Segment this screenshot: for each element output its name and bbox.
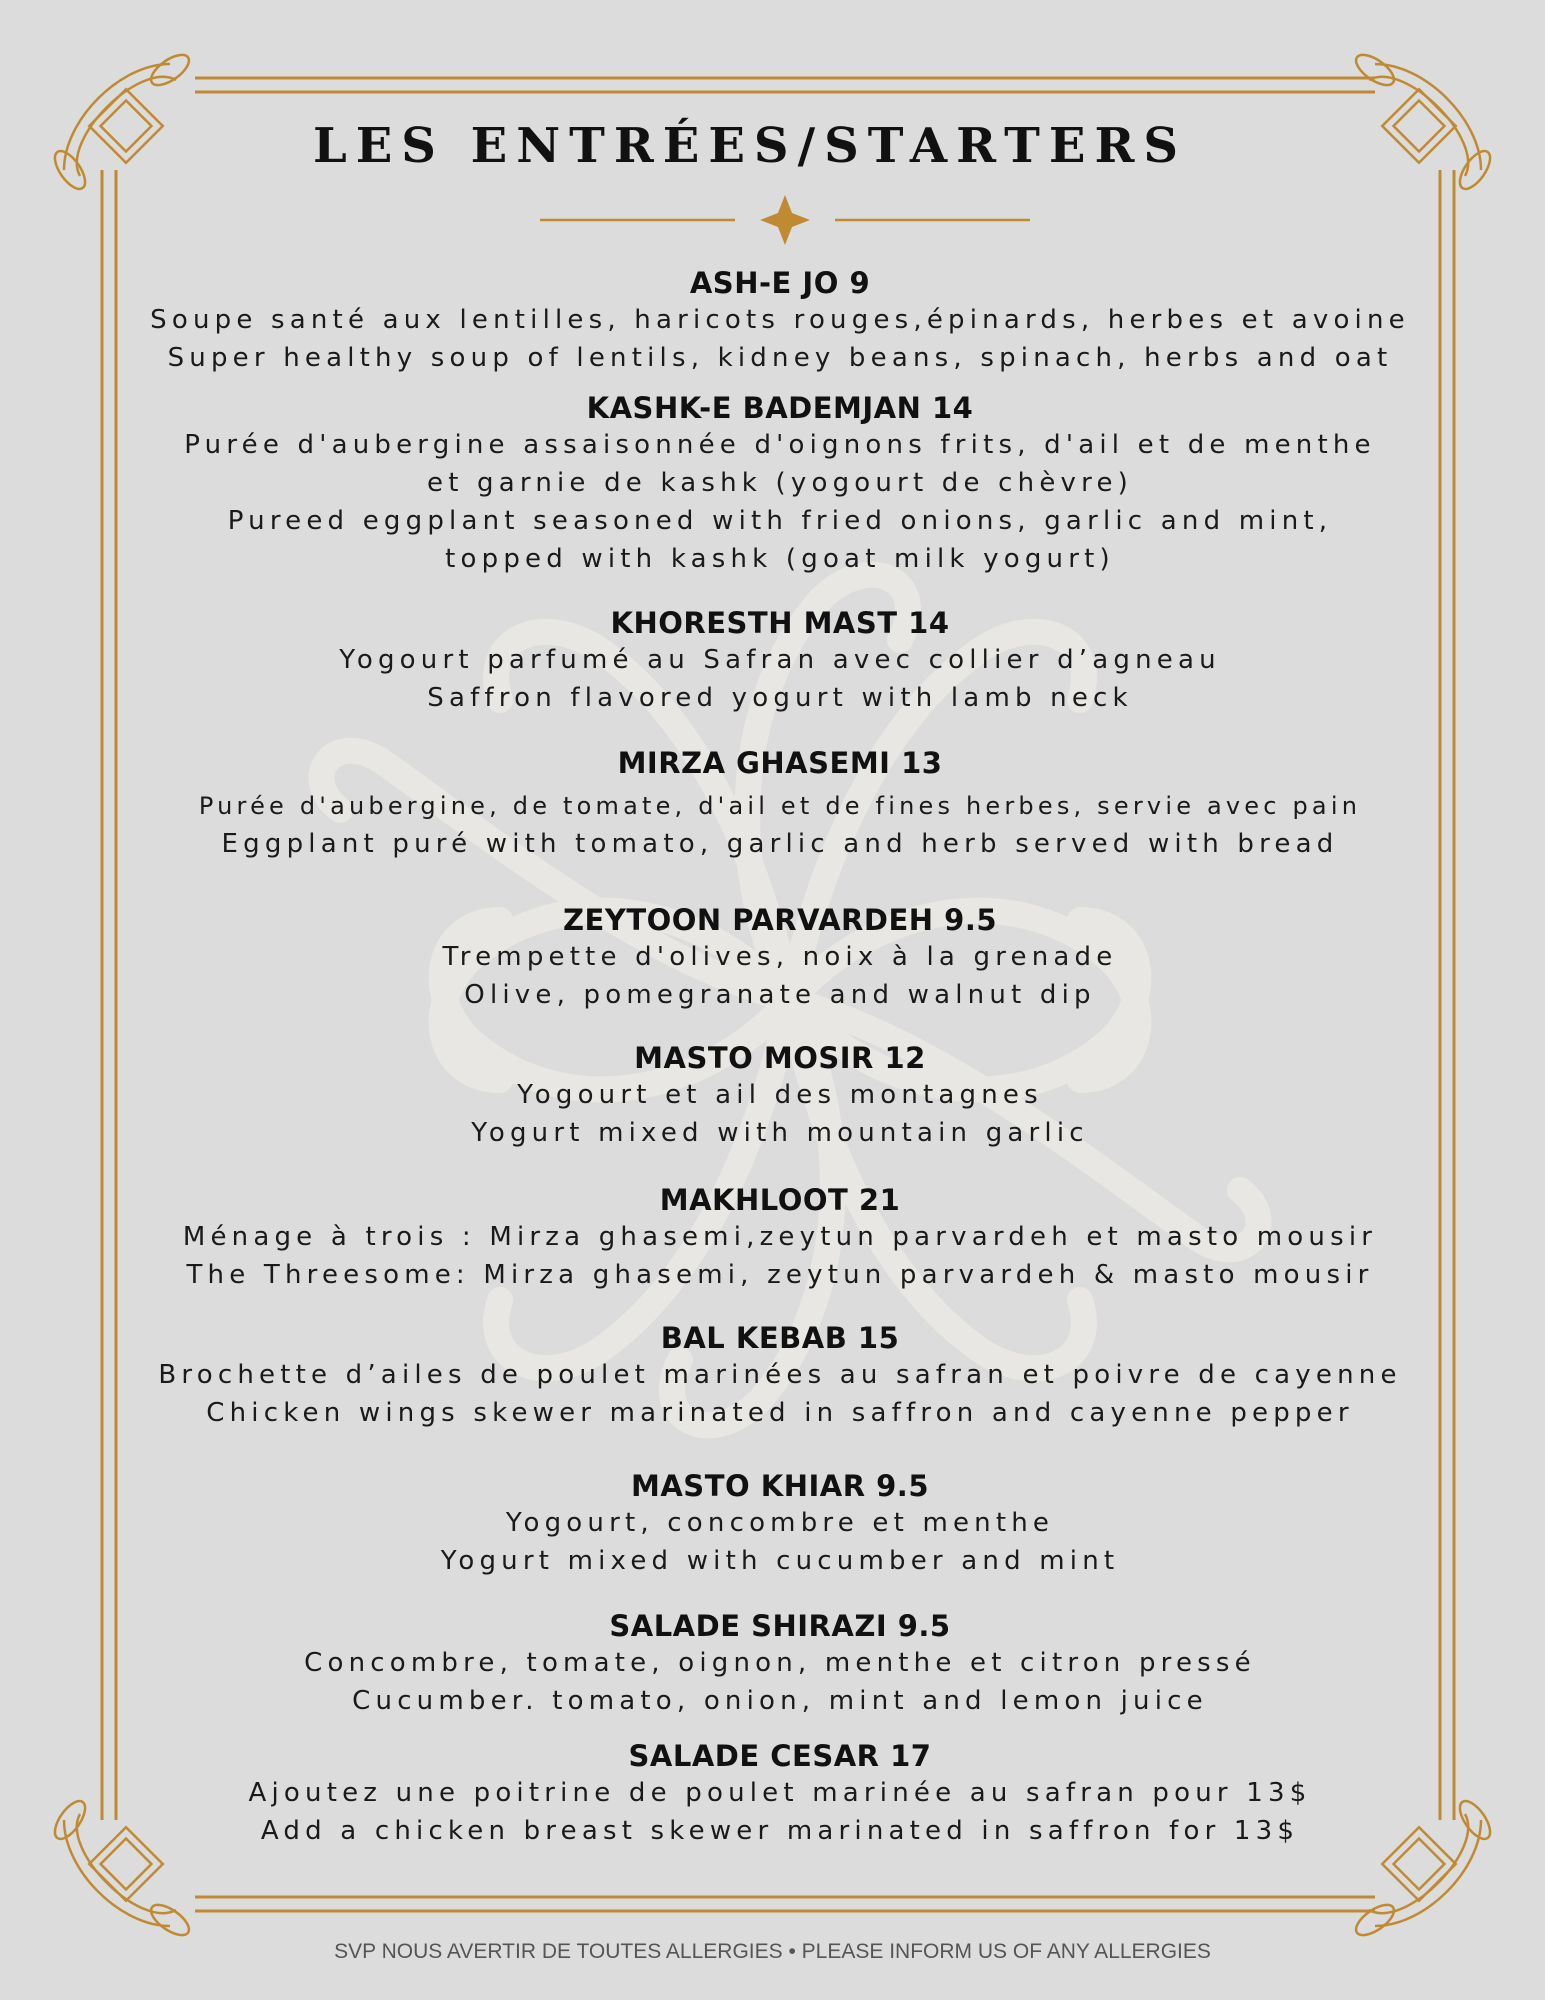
item-description-fr: Purée d'aubergine, de tomate, d'ail et de fines herbes, servie avec pain [198,792,1362,820]
item-description-en: The Threesome: Mirza ghasemi, zeytun parvardeh & masto mousir [186,1260,1374,1290]
item-description-fr: Trempette d'olives, noix à la grenade [442,942,1118,972]
item-description-en: Cucumber. tomato, onion, mint and lemon juice [352,1686,1208,1716]
menu-item [100,605,1460,717]
item-name: ZEYTOON PARVARDEH 9.5 [562,903,998,937]
item-description-fr: Purée d'aubergine assaisonnée d'oignons frits, d'ail et de menthe [184,430,1376,460]
item-name: MASTO KHIAR 9.5 [631,1469,929,1503]
item-name: SALADE CESAR 17 [628,1739,932,1773]
item-name: MIRZA GHASEMI 13 [617,746,943,780]
item-name: MASTO MOSIR 12 [634,1041,926,1075]
item-name: BAL KEBAB 15 [660,1321,900,1355]
page-title: LES ENTRÉES/STARTERS [312,118,1188,174]
item-description-en: Olive, pomegranate and walnut dip [464,980,1096,1010]
menu-item [100,1608,1460,1720]
item-description-en: Pureed eggplant seasoned with fried onions, garlic and mint, [227,506,1333,536]
item-name: MAKHLOOT 21 [659,1183,901,1217]
menu-item [100,390,1460,578]
star-icon [760,195,810,245]
item-name: SALADE SHIRAZI 9.5 [609,1609,951,1643]
item-description-fr: Yogourt et ail des montagnes [517,1080,1043,1110]
item-name: KASHK-E BADEMJAN 14 [586,391,974,425]
item-description-fr: Ménage à trois : Mirza ghasemi,zeytun parvardeh et masto mousir [182,1222,1378,1252]
item-description-en: Yogurt mixed with mountain garlic [471,1118,1089,1148]
item-description-fr: Concombre, tomate, oignon, menthe et citron pressé [304,1648,1256,1678]
item-description-en: Eggplant puré with tomato, garlic and herb served with bread [221,829,1339,859]
item-description-fr: et garnie de kashk (yogourt de chèvre) [427,468,1133,498]
item-description-en: Saffron flavored yogurt with lamb neck [427,683,1133,713]
menu-item [100,1320,1460,1432]
item-description-fr: Soupe santé aux lentilles, haricots rouges,épinards, herbes et avoine [150,305,1410,335]
menu-item [100,265,1460,377]
item-description-fr: Yogourt parfumé au Safran avec collier d’agneau [339,645,1221,675]
menu-item [100,745,1460,863]
item-description-fr: Brochette d’ailes de poulet marinées au safran et poivre de cayenne [158,1360,1402,1390]
item-name: KHORESTH MAST 14 [610,606,950,640]
menu-item [100,902,1460,1014]
allergy-notice: SVP NOUS AVERTIR DE TOUTES ALLERGIES • PLEASE INFORM US OF ANY ALLERGIES [334,1940,1211,1963]
item-description-en: Super healthy soup of lentils, kidney beans, spinach, herbs and oat [167,343,1393,373]
item-description-en: Add a chicken breast skewer marinated in saffron for 13$ [260,1816,1300,1846]
item-description-fr: Yogourt, concombre et menthe [505,1508,1055,1538]
menu-item [100,1182,1460,1294]
title-divider [540,195,1030,245]
menu-item [100,1738,1460,1850]
menu-item [100,1468,1460,1580]
item-description-en: topped with kashk (goat milk yogurt) [445,544,1115,574]
menu-item [100,1040,1460,1152]
item-description-en: Chicken wings skewer marinated in saffron and cayenne pepper [206,1398,1354,1428]
item-name: ASH-E JO 9 [689,266,871,300]
item-description-en: Yogurt mixed with cucumber and mint [440,1546,1120,1576]
item-description-fr: Ajoutez une poitrine de poulet marinée au safran pour 13$ [248,1778,1312,1808]
